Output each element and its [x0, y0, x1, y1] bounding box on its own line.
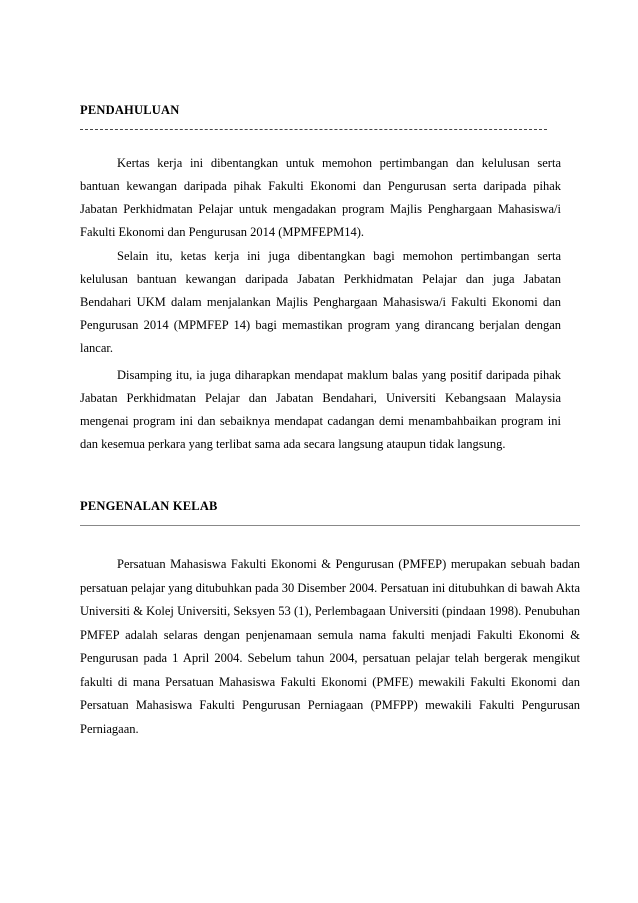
section-heading-pendahuluan: PENDAHULUAN	[80, 103, 180, 117]
section-heading-pengenalan-kelab: PENGENALAN KELAB	[80, 499, 218, 513]
section-divider-pendahuluan	[80, 129, 547, 130]
section-divider-pengenalan-kelab	[80, 525, 580, 526]
intro-paragraph-1: Kertas kerja ini dibentangkan untuk memohon pertimbangan dan kelulusan serta bantuan kewangan daripada pihak Fakulti Ekonomi dan Pengurusan serta daripada pihak Jabatan Perkhidmatan Pelajar untuk mengadakan program Majlis Penghargaan Mahasiswa/i Fakulti Ekonomi dan Pengurusan 2014 (MPMFEPM14).	[80, 156, 561, 239]
intro-paragraph-2: Selain itu, ketas kerja ini juga dibentangkan bagi memohon pertimbangan serta kelulusan bantuan kewangan daripada Jabatan Perkhidmatan Pelajar dan juga Jabatan Bendahari UKM dalam menjalankan Majlis Penghargaan Mahasiswa/i Fakulti Ekonomi dan Pengurusan 2014 (MPMFEP 14) bagi memastikan program yang dirancang berjalan dengan lancar.	[80, 249, 561, 355]
intro-paragraph-3: Disamping itu, ia juga diharapkan mendapat maklum balas yang positif daripada pihak Jabatan Perkhidmatan Pelajar dan Jabatan Bendahari, Universiti Kebangsaan Malaysia mengenai program ini dan sebaiknya mendapat cadangan demi menambahbaikan program ini dan kesemua perkara yang terlibat sama ada secara langsung ataupun tidak langsung.	[80, 368, 561, 451]
club-paragraph-1: Persatuan Mahasiswa Fakulti Ekonomi & Pengurusan (PMFEP) merupakan sebuah badan persatuan pelajar yang ditubuhkan pada 30 Disember 2004. Persatuan ini ditubuhkan di bawah Akta Universiti & Kolej Universiti, Seksyen 53 (1), Perlembagaan Universiti (pindaan 1998). Penubuhan PMFEP adalah selaras dengan penjenamaan semula nama fakulti menjadi Fakulti Ekonomi & Pengurusan pada 1 April 2004. Sebelum tahun 2004, persatuan pelajar telah bergerak mengikut fakulti di mana Persatuan Mahasiswa Fakulti Ekonomi (PMFE) mewakili Fakulti Ekonomi dan Persatuan Mahasiswa Fakulti Pengurusan Perniagaan (PMFPP) mewakili Fakulti Pengurusan Perniagaan.	[80, 557, 580, 736]
